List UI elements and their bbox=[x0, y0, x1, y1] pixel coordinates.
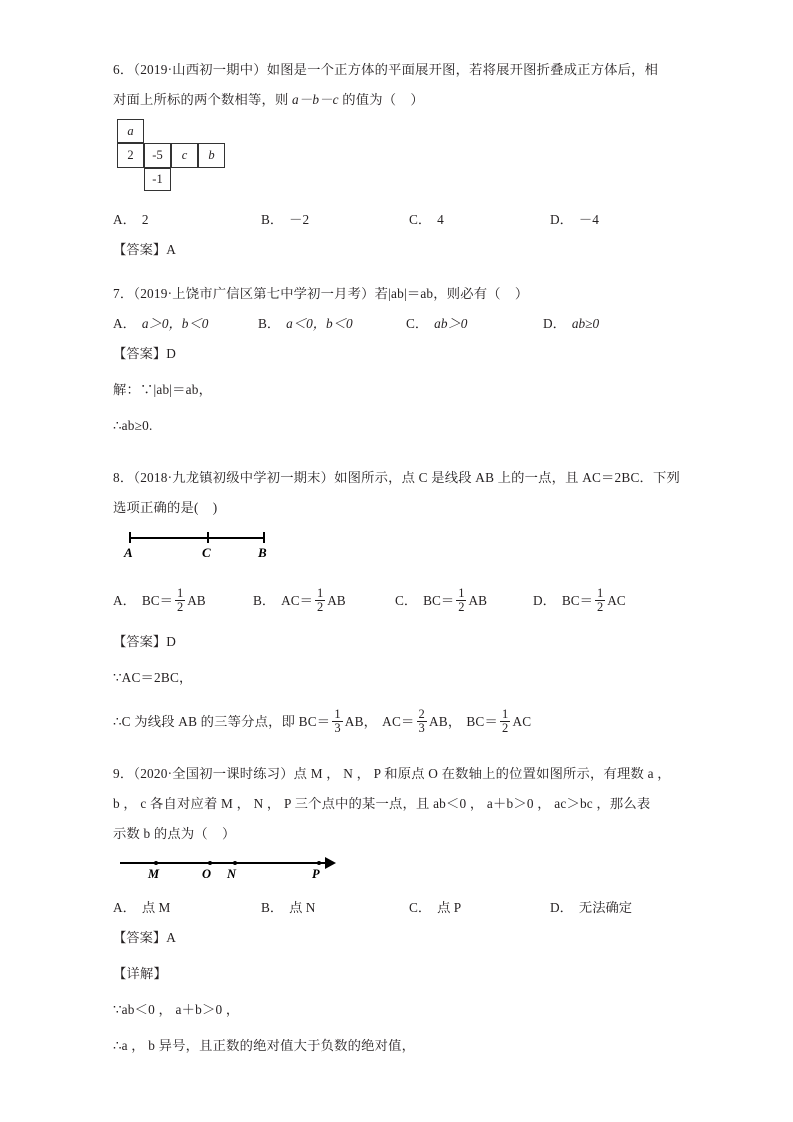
question-6 bbox=[113, 55, 691, 265]
q8-option-b-lhs: AC＝ bbox=[281, 593, 313, 608]
q8-solution-line2 bbox=[113, 707, 691, 737]
cube-net-cell-b: b bbox=[198, 143, 225, 168]
fraction-denominator: 2 bbox=[176, 599, 184, 614]
q9-option-c-letter: C． bbox=[409, 900, 432, 915]
q8-solution-frac-3 bbox=[466, 707, 531, 737]
q9-stem-line2: b ， c 各自对应着 M ， N ， P 三个点中的某一点，且 ab＜0 ， a＋b＞0 ， ac＞bc ，那么表 bbox=[113, 796, 651, 811]
fraction-numerator: 2 bbox=[418, 706, 425, 721]
q6-option-c[interactable] bbox=[409, 205, 444, 235]
q9-option-d[interactable] bbox=[550, 893, 632, 923]
q8-option-a[interactable] bbox=[113, 581, 206, 621]
q6-option-b-letter: B． bbox=[261, 212, 284, 227]
q8-stem-line2: 选项正确的是( ) bbox=[113, 500, 218, 515]
q9-stem-line3: 示数 b 的点为（ ） bbox=[113, 826, 236, 841]
q8-solution-frac-1-lhs: BC＝ bbox=[298, 714, 331, 729]
number-line-point-o bbox=[208, 861, 212, 865]
line-segment-figure bbox=[119, 529, 299, 567]
q8-solution-frac-2-lhs: AC＝ bbox=[382, 714, 415, 729]
segment-label-c: C bbox=[202, 545, 211, 560]
fraction-numerator: 1 bbox=[334, 706, 341, 721]
q9-detail-line2: ∴a ， b 异号，且正数的绝对值大于负数的绝对值， bbox=[113, 1038, 416, 1053]
q9-option-a-text: 点 M bbox=[141, 900, 171, 915]
q8-option-b-letter: B． bbox=[253, 593, 276, 608]
q6-option-d[interactable] bbox=[550, 205, 599, 235]
q8-option-a-fraction bbox=[175, 587, 185, 614]
q9-option-a-letter: A． bbox=[113, 900, 136, 915]
q6-option-c-text: 4 bbox=[437, 212, 444, 227]
cube-net-cell-c: c bbox=[171, 143, 198, 168]
q8-solution-frac-2 bbox=[382, 707, 461, 737]
q9-answer bbox=[113, 923, 691, 953]
q6-option-a-letter: A． bbox=[113, 212, 136, 227]
fraction-numerator: 1 bbox=[176, 585, 184, 600]
q8-solution-line2-pre: ∴C 为线段 AB 的三等分点，即 bbox=[113, 714, 299, 729]
number-line-label-n: N bbox=[227, 867, 237, 881]
q6-option-d-letter: D． bbox=[550, 212, 573, 227]
q7-option-b-letter: B． bbox=[258, 316, 281, 331]
q7-answer-label: 【答案】 bbox=[113, 346, 167, 361]
q8-option-b[interactable] bbox=[253, 581, 346, 621]
number-line-point-n bbox=[233, 861, 237, 865]
q7-option-c[interactable] bbox=[406, 309, 467, 339]
q7-option-d-letter: D． bbox=[543, 316, 566, 331]
q7-option-d[interactable] bbox=[543, 309, 599, 339]
q9-option-b-letter: B． bbox=[261, 900, 284, 915]
q9-option-b-text: 点 N bbox=[289, 900, 316, 915]
fraction-numerator: 1 bbox=[501, 706, 509, 721]
fraction-denominator: 3 bbox=[418, 720, 425, 735]
q7-solution-line1: 解：∵|ab|＝ab， bbox=[113, 382, 213, 397]
q8-option-a-rhs: AB bbox=[187, 593, 206, 608]
q6-option-a[interactable] bbox=[113, 205, 149, 235]
q8-option-c-rhs: AB bbox=[468, 593, 487, 608]
q8-solution-frac-1 bbox=[299, 707, 377, 737]
q8-option-c-lhs: BC＝ bbox=[423, 593, 455, 608]
q8-option-d-fraction bbox=[595, 587, 605, 614]
q8-option-d-letter: D． bbox=[533, 593, 556, 608]
q8-solution-fraction-3 bbox=[500, 708, 510, 735]
q7-answer bbox=[113, 339, 691, 369]
q9-option-d-letter: D． bbox=[550, 900, 573, 915]
q9-option-c-text: 点 P bbox=[437, 900, 462, 915]
segment-label-a: A bbox=[124, 545, 133, 560]
q8-solution-line1: ∵AC＝2BC， bbox=[113, 670, 193, 685]
number-line-figure bbox=[115, 853, 355, 887]
q6-option-c-letter: C． bbox=[409, 212, 432, 227]
fraction-denominator: 2 bbox=[458, 599, 465, 614]
q6-stem-line2-pre: 对面上所标的两个数相等，则 bbox=[113, 92, 292, 107]
segment-tick-c bbox=[207, 532, 209, 543]
segment-tick-b bbox=[263, 532, 265, 543]
q8-answer-value: D bbox=[166, 634, 176, 649]
q6-stem-line1: 6．（2019·山西初一期中）如图是一个正方体的平面展开图，若将展开图折叠成正方体后，相 bbox=[113, 62, 659, 77]
q9-option-c[interactable] bbox=[409, 893, 461, 923]
arrow-right-icon bbox=[325, 857, 336, 869]
segment-tick-a bbox=[129, 532, 131, 543]
q8-option-d-lhs: BC＝ bbox=[561, 593, 593, 608]
q7-option-d-text: ab≥0 bbox=[571, 316, 600, 331]
number-line-label-o: O bbox=[202, 867, 212, 881]
number-line-label-p: P bbox=[312, 867, 320, 881]
q9-option-b[interactable] bbox=[261, 893, 315, 923]
q9-stem-line1: 9．（2020·全国初一课时练习）点 M ， N ， P 和原点 O 在数轴上的位置如图所示，有理数 a ， bbox=[113, 766, 671, 781]
fraction-denominator: 2 bbox=[316, 599, 324, 614]
q7-option-a[interactable] bbox=[113, 309, 208, 339]
fraction-numerator: 1 bbox=[596, 585, 604, 600]
q9-option-d-text: 无法确定 bbox=[578, 900, 633, 915]
q6-option-b[interactable] bbox=[261, 205, 309, 235]
fraction-numerator: 1 bbox=[458, 585, 465, 600]
fraction-denominator: 2 bbox=[501, 720, 509, 735]
q7-option-a-text: a＞0，b＜0 bbox=[141, 316, 209, 331]
q8-option-d-rhs: AC bbox=[607, 593, 626, 608]
q8-solution-frac-1-rhs: AB， bbox=[344, 714, 378, 729]
q9-detail-label: 【详解】 bbox=[113, 966, 167, 981]
q8-option-b-fraction bbox=[315, 587, 325, 614]
q6-option-b-text: －2 bbox=[289, 212, 310, 227]
q9-answer-value: A bbox=[166, 930, 176, 945]
q8-solution-frac-3-lhs: BC＝ bbox=[466, 714, 498, 729]
page-content bbox=[113, 55, 691, 1061]
number-line-axis bbox=[120, 862, 328, 864]
q8-option-b-rhs: AB bbox=[327, 593, 346, 608]
q8-options bbox=[113, 581, 691, 621]
q8-stem-line1: 8．（2018·九龙镇初级中学初一期末）如图所示，点 C 是线段 AB 上的一点，且 AC＝2BC．下列 bbox=[113, 470, 681, 485]
q7-answer-value: D bbox=[166, 346, 176, 361]
q8-solution-frac-2-rhs: AB， bbox=[428, 714, 462, 729]
q8-answer bbox=[113, 627, 691, 657]
cube-net-cell-minus5: -5 bbox=[144, 143, 171, 168]
q6-stem-line2-post: 的值为（ ） bbox=[338, 92, 424, 107]
q8-answer-label: 【答案】 bbox=[113, 634, 167, 649]
cube-net-cell-minus1: -1 bbox=[144, 168, 171, 191]
segment-label-b: B bbox=[258, 545, 267, 560]
q9-options bbox=[113, 893, 691, 923]
q8-option-c[interactable] bbox=[395, 581, 487, 621]
q7-option-b-text: a＜0，b＜0 bbox=[286, 316, 353, 331]
question-8 bbox=[113, 463, 691, 737]
segment-bar bbox=[129, 537, 265, 539]
q8-option-c-letter: C． bbox=[395, 593, 418, 608]
question-9 bbox=[113, 759, 691, 1061]
q8-option-d[interactable] bbox=[533, 581, 626, 621]
fraction-numerator: 1 bbox=[316, 585, 324, 600]
q7-option-b[interactable] bbox=[258, 309, 353, 339]
q6-option-a-text: 2 bbox=[141, 212, 149, 227]
q7-option-c-letter: C． bbox=[406, 316, 429, 331]
q9-detail-line1: ∵ab＜0 ， a＋b＞0 ， bbox=[113, 1002, 240, 1017]
cube-net-cell-a: a bbox=[117, 119, 144, 143]
q7-solution-line2: ∴ab≥0. bbox=[113, 418, 153, 433]
q6-option-d-text: －4 bbox=[578, 212, 599, 227]
q6-answer bbox=[113, 235, 691, 265]
q8-option-a-letter: A． bbox=[113, 593, 136, 608]
q7-options bbox=[113, 309, 691, 339]
q8-solution-fraction-1 bbox=[332, 708, 342, 735]
q7-option-a-letter: A． bbox=[113, 316, 136, 331]
fraction-denominator: 2 bbox=[596, 599, 604, 614]
q6-answer-label: 【答案】 bbox=[113, 242, 167, 257]
fraction-denominator: 3 bbox=[334, 720, 341, 735]
q9-option-a[interactable] bbox=[113, 893, 170, 923]
q6-options bbox=[113, 205, 691, 235]
q9-answer-label: 【答案】 bbox=[113, 930, 167, 945]
q6-answer-value: A bbox=[166, 242, 176, 257]
q7-stem-line1: 7．（2019·上饶市广信区第七中学初一月考）若|ab|＝ab，则必有（ ） bbox=[113, 286, 529, 301]
number-line-label-m: M bbox=[148, 867, 160, 881]
number-line-point-p bbox=[317, 861, 321, 865]
q6-expression: a－b－c bbox=[291, 92, 339, 107]
q8-option-c-fraction bbox=[456, 587, 466, 614]
question-7 bbox=[113, 279, 691, 441]
cube-net-cell-2: 2 bbox=[117, 143, 144, 168]
cube-net-figure bbox=[117, 119, 237, 191]
q8-option-a-lhs: BC＝ bbox=[141, 593, 173, 608]
number-line-point-m bbox=[154, 861, 158, 865]
q7-option-c-text: ab＞0 bbox=[434, 316, 468, 331]
q6-stem-line2 bbox=[113, 85, 691, 115]
q8-solution-frac-3-rhs: AC bbox=[512, 714, 532, 729]
q8-solution-fraction-2 bbox=[417, 708, 427, 735]
